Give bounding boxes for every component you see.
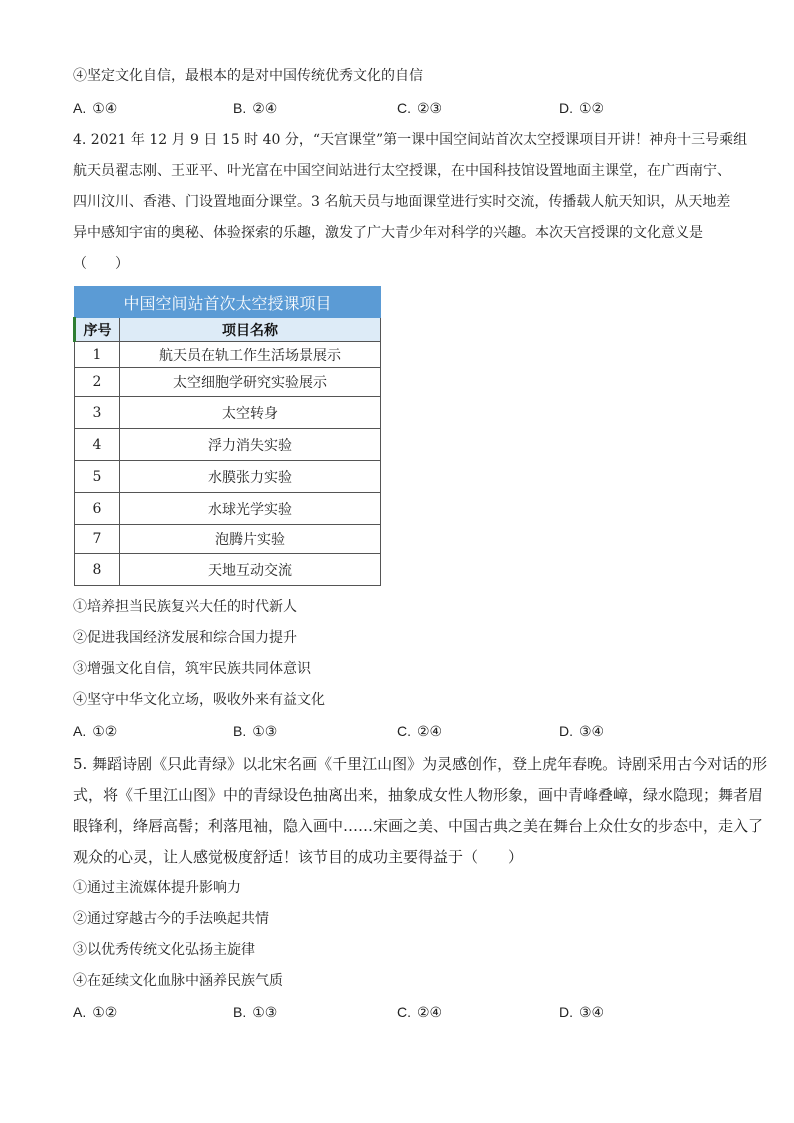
- row-project: 太空细胞学研究实验展示: [120, 368, 381, 397]
- q5-item-4: ④在延续文化血脉中涵养民族气质: [73, 973, 283, 989]
- q3-item-4: ④坚定文化自信，最根本的是对中国传统优秀文化的自信: [73, 68, 423, 84]
- q5-option-d[interactable]: D. ③④: [559, 1004, 605, 1021]
- table-row: [75, 429, 381, 461]
- q5-item-2: ②通过穿越古今的手法唤起共情: [73, 911, 269, 927]
- row-project: 太空转身: [120, 397, 381, 429]
- q3-option-c[interactable]: C. ②③: [397, 100, 443, 117]
- table-row: [75, 493, 381, 525]
- row-project: 泡腾片实验: [120, 525, 381, 554]
- row-index: 3: [75, 397, 120, 429]
- row-index: 8: [75, 554, 120, 586]
- q5-stem-line-1: 5. 舞蹈诗剧《只此青绿》以北宋名画《千里江山图》为灵感创作，登上虎年春晚。诗剧采用古今对话的形: [73, 755, 768, 773]
- q5-option-c[interactable]: C. ②④: [397, 1004, 443, 1021]
- q4-item-4: ④坚守中华文化立场，吸收外来有益文化: [73, 692, 325, 708]
- q5-option-a[interactable]: A. ①②: [73, 1004, 118, 1021]
- q5-item-3: ③以优秀传统文化弘扬主旋律: [73, 942, 255, 958]
- q5-stem-line-2: 式，将《千里江山图》中的青绿设色抽离出来，抽象成女性人物形象，画中青峰叠嶂，绿水隐现；舞者眉: [73, 786, 764, 804]
- table-row: [75, 525, 381, 554]
- row-index: 7: [75, 525, 120, 554]
- q4-option-d[interactable]: D. ③④: [559, 723, 605, 740]
- table-row: [75, 461, 381, 493]
- row-index: 6: [75, 493, 120, 525]
- q5-options: [73, 1002, 753, 1022]
- q5-option-b[interactable]: B. ①③: [233, 1004, 278, 1021]
- table-row: [75, 342, 381, 368]
- row-index: 1: [75, 342, 120, 368]
- table-header-name: 项目名称: [120, 318, 381, 342]
- q4-stem-line-4: 异中感知宇宙的奥秘、体验探索的乐趣，激发了广大青少年对科学的兴趣。本次天宫授课的文化意义是: [73, 225, 703, 241]
- q4-option-a[interactable]: A. ①②: [73, 723, 118, 740]
- q5-item-1: ①通过主流媒体提升影响力: [73, 880, 241, 896]
- row-index: 4: [75, 429, 120, 461]
- table-row: [75, 368, 381, 397]
- q3-option-d[interactable]: D. ①②: [559, 100, 605, 117]
- q3-options: [73, 98, 753, 118]
- q4-stem-line-2: 航天员翟志刚、王亚平、叶光富在中国空间站进行太空授课，在中国科技馆设置地面主课堂，在广西南宁、: [73, 163, 731, 179]
- q5-stem-line-3: 眼锋利，绛唇高髻；利落甩袖，隐入画中……宋画之美、中国古典之美在舞台上众仕女的步态中，走入了: [73, 817, 764, 835]
- row-project: 水球光学实验: [120, 493, 381, 525]
- q4-stem-line-1: 4. 2021 年 12 月 9 日 15 时 40 分，“天宫课堂”第一课中国空间站首次太空授课项目开讲！神舟十三号乘组: [73, 132, 748, 148]
- table-header-index: 序号: [75, 318, 120, 342]
- q5-stem-line-4: 观众的心灵，让人感觉极度舒适！该节目的成功主要得益于（ ）: [73, 848, 524, 866]
- row-project: 航天员在轨工作生活场景展示: [120, 342, 381, 368]
- q4-stem-line-3: 四川汶川、香港、门设置地面分课堂。3 名航天员与地面课堂进行实时交流，传播载人航天知识，从天地差: [73, 194, 731, 210]
- row-project: 天地互动交流: [120, 554, 381, 586]
- row-index: 2: [75, 368, 120, 397]
- q4-item-2: ②促进我国经济发展和综合国力提升: [73, 630, 297, 646]
- table-row: [75, 554, 381, 586]
- table-row: [75, 397, 381, 429]
- q4-item-1: ①培养担当民族复兴大任的时代新人: [73, 599, 297, 615]
- q4-option-b[interactable]: B. ①③: [233, 723, 278, 740]
- space-lecture-table: [73, 286, 381, 586]
- q3-option-b[interactable]: B. ②④: [233, 100, 278, 117]
- q4-item-3: ③增强文化自信，筑牢民族共同体意识: [73, 661, 311, 677]
- row-index: 5: [75, 461, 120, 493]
- q4-option-c[interactable]: C. ②④: [397, 723, 443, 740]
- q3-option-a[interactable]: A. ①④: [73, 100, 118, 117]
- q4-answer-blank: （ ）: [73, 256, 129, 272]
- row-project: 水膜张力实验: [120, 461, 381, 493]
- row-project: 浮力消失实验: [120, 429, 381, 461]
- table-title: 中国空间站首次太空授课项目: [75, 287, 381, 318]
- q4-options: [73, 721, 753, 741]
